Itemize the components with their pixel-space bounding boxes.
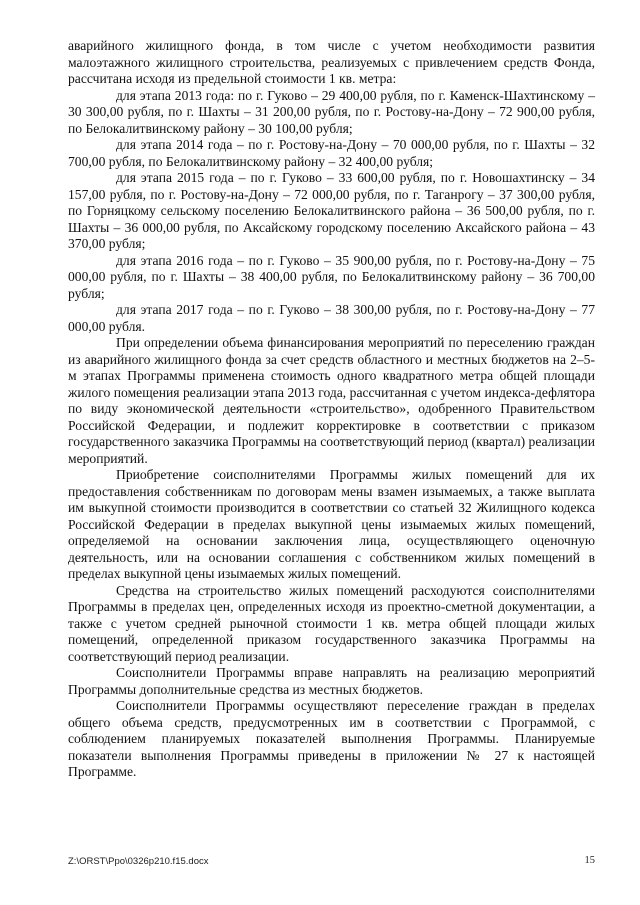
paragraph-continuation: аварийного жилищного фонда, в том числе с учетом необходимости развития малоэтажного жилищного строительства, реализуемых с привлечением средств Фонда, рассчитана исходя из предельной стоимости 1 кв. метра: <box>68 38 595 86</box>
page-number: 15 <box>584 855 595 866</box>
paragraph-resettlement: Соисполнители Программы осуществляют переселение граждан в пределах общего объема средств, предусмотренных им в соответствии с Программой, с соблюдением планируемых показателей выполнения Программы. Планируемые показатели выполнения Программы приведены в приложении № 27 к настоящей Программе. <box>68 698 595 779</box>
paragraph-stage-2016: для этапа 2016 года – по г. Гуково – 35 900,00 рубля, по г. Ростову-на-Дону – 75 000,00 рубля, по г. Шахты – 38 400,00 рубля, по Белокалитвинскому району – 36 700,00 рубля; <box>68 252 595 301</box>
paragraph-acquisition: Приобретение соисполнителями Программы жилых помещений для их предоставления собственникам по договорам мены взамен изымаемых, а также выплата им выкупной стоимости производится в соответствии со статьей 32 Жилищного кодекса Российской Федерации в пределах выкупной цены изымаемых жилых помещений, определяемой на основании заключения лица, осуществляющего оценочную деятельность, или на основании соглашения с собственником жилых помещений в пределах выкупной цены изымаемых жилых помещений. <box>68 467 595 581</box>
footer-file-path: Z:\ORST\Ppo\0326p210.f15.docx <box>68 856 209 867</box>
paragraph-stage-2017: для этапа 2017 года – по г. Гуково – 38 300,00 рубля, по г. Ростову-на-Дону – 77 000,00 рубля. <box>68 302 595 334</box>
paragraph-stage-2015: для этапа 2015 года – по г. Гуково – 33 600,00 рубля, по г. Новошахтинску – 34 157,00 рубля, по г. Ростову-на-Дону – 72 000,00 рубля, по г. Таганрогу – 37 300,00 рубля, по Горняцкому сельскому поселению Белокалитвинского района – 36 500,00 рубля, по г. Шахты – 36 000,00 рубля, по Аксайскому городскому поселению Аксайского района – 43 370,00 рубля; <box>68 170 595 251</box>
paragraph-stage-2013: для этапа 2013 года: по г. Гуково – 29 400,00 рубля, по г. Каменск-Шахтинскому – 30 300,00 рубля, по г. Шахты – 31 200,00 рубля, по г. Ростову-на-Дону – 72 900,00 рубля, по Белокалитвинскому району – 30 100,00 рубля; <box>68 87 595 136</box>
document-body <box>68 38 595 781</box>
paragraph-local-budgets: Соисполнители Программы вправе направлять на реализацию мероприятий Программы дополнительные средства из местных бюджетов. <box>68 665 595 697</box>
paragraph-stage-2014: для этапа 2014 года – по г. Ростову-на-Дону – 70 000,00 рубля, по г. Шахты – 32 700,00 рубля, по Белокалитвинскому району – 32 400,00 рубля; <box>68 137 595 169</box>
paragraph-construction-funds: Средства на строительство жилых помещений расходуются соисполнителями Программы в пределах цен, определенных исходя из проектно-сметной документации, а также с учетом средней рыночной стоимости 1 кв. метра общей площади жилых помещений, определенной приказом государственного заказчика Программы на соответствующий период реализации. <box>68 582 595 664</box>
paragraph-financing: При определении объема финансирования мероприятий по переселению граждан из аварийного жилищного фонда за счет средств областного и местных бюджетов на 2–5-м этапах Программы применена стоимость одного квадратного метра общей площади жилого помещения реализации этапа 2013 года, рассчитанная с учетом индекса-дефлятора по виду экономической деятельности «строительство», одобренного Правительством Российской Федерации, и подлежит корректировке в соответствии с приказом государственного заказчика Программы на соответствующий период (квартал) реализации мероприятий. <box>68 335 595 466</box>
